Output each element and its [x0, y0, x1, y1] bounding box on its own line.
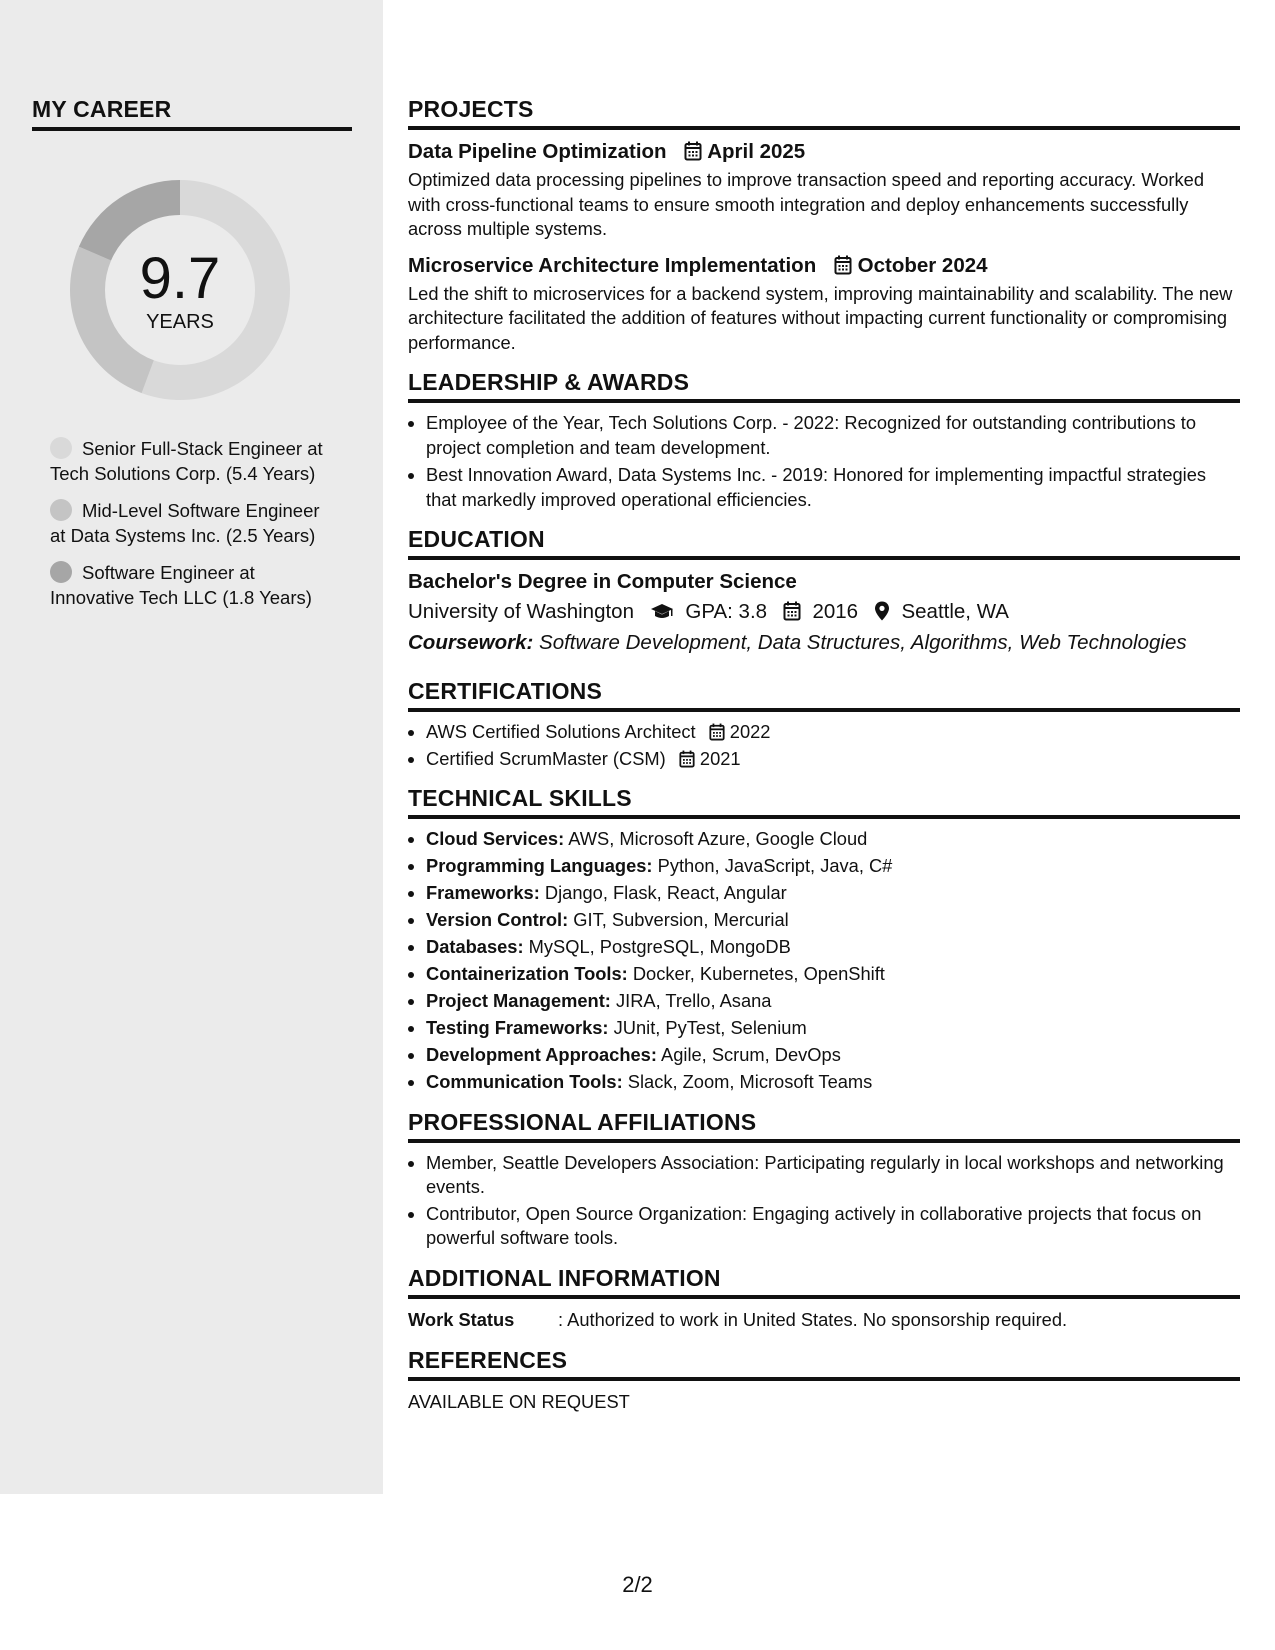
skill-label: Cloud Services:: [426, 828, 565, 849]
list-item: • Employee of the Year, Tech Solutions Corp. - 2022: Recognized for outstanding contributions to project completion and team development.: [426, 411, 1240, 460]
project-name: Microservice Architecture Implementation: [408, 253, 817, 277]
degree: Bachelor's Degree in Computer Science: [408, 570, 797, 593]
skill-label: Containerization Tools:: [426, 963, 628, 984]
section-title: LEADERSHIP & AWARDS: [408, 369, 1240, 403]
affiliations-list: [408, 1151, 1240, 1251]
skill-label: Development Approaches:: [426, 1044, 657, 1065]
list-item: [426, 1043, 1240, 1068]
skill-label: Programming Languages:: [426, 855, 653, 876]
certification-name: Certified ScrumMaster (CSM): [426, 747, 666, 769]
section-title: TECHNICAL SKILLS: [408, 785, 1240, 819]
location-pin-icon: [874, 601, 890, 621]
skill-label: Communication Tools:: [426, 1071, 623, 1092]
work-status-value: : Authorized to work in United States. No sponsorship required.: [558, 1308, 1068, 1330]
coursework-list: Software Development, Data Structures, Algorithms, Web Technologies: [539, 631, 1187, 654]
skill-value: Python, JavaScript, Java, C#: [657, 855, 893, 876]
affiliations-section: [408, 1109, 1240, 1251]
references-text: AVAILABLE ON REQUEST: [408, 1390, 630, 1412]
skill-label: Project Management:: [426, 990, 611, 1011]
list-item: [426, 962, 1240, 987]
graduation-cap-icon: [650, 603, 674, 621]
skill-value: Agile, Scrum, DevOps: [661, 1044, 841, 1065]
list-item: [426, 908, 1240, 933]
coursework-label: Coursework:: [408, 631, 534, 654]
legend-dot-icon: [50, 499, 72, 521]
career-heading: MY CAREER: [32, 96, 352, 131]
projects-section: [408, 96, 1240, 355]
list-item: [426, 989, 1240, 1014]
skill-value: JUnit, PyTest, Selenium: [613, 1017, 807, 1038]
list-item: [426, 881, 1240, 906]
skill-value: MySQL, PostgreSQL, MongoDB: [528, 936, 791, 957]
skills-list: [408, 827, 1240, 1095]
career-legend: [50, 436, 340, 622]
section-title: EDUCATION: [408, 526, 1240, 560]
list-item: [426, 747, 1240, 772]
certification-year: 2022: [729, 721, 771, 742]
project-description: Optimized data processing pipelines to improve transaction speed and reporting accuracy. Worked with cross-functional teams to ensure smooth integration and deploy enhancements successfully across multiple systems.: [408, 169, 1204, 239]
career-legend-label: Mid-Level Software Engineer at Data Systems Inc. (2.5 Years): [50, 500, 320, 546]
list-item: [426, 935, 1240, 960]
calendar-icon: [679, 750, 695, 768]
list-item: [426, 1070, 1240, 1095]
list-item: • Contributor, Open Source Organization: Engaging actively in collaborative projects that focus on powerful software tools.: [426, 1202, 1240, 1251]
section-title: REFERENCES: [408, 1347, 1240, 1381]
calendar-icon: [834, 255, 852, 275]
career-legend-label: Senior Full-Stack Engineer at Tech Solutions Corp. (5.4 Years): [50, 438, 323, 484]
section-title: PROFESSIONAL AFFILIATIONS: [408, 1109, 1240, 1143]
certifications-list: [408, 720, 1240, 771]
list-item: [426, 720, 1240, 745]
skill-value: Django, Flask, React, Angular: [544, 882, 787, 903]
additional-section: [408, 1265, 1240, 1333]
work-status-label: Work Status: [408, 1308, 515, 1330]
school-name: University of Washington: [408, 600, 634, 623]
career-legend-item: [50, 560, 340, 610]
education-section: [408, 526, 1240, 658]
list-item: [426, 827, 1240, 852]
certification-year: 2021: [699, 747, 741, 769]
list-item: [426, 1016, 1240, 1041]
career-total: [66, 176, 294, 404]
skill-label: Testing Frameworks:: [426, 1017, 609, 1038]
skill-value: Slack, Zoom, Microsoft Teams: [627, 1071, 873, 1092]
project-date: April 2025: [707, 140, 806, 163]
section-title: CERTIFICATIONS: [408, 678, 1240, 712]
calendar-icon: [783, 601, 801, 621]
certification-name: AWS Certified Solutions Architect: [426, 721, 696, 742]
career-legend-item: [50, 436, 340, 486]
career-total-value: 9.7: [139, 246, 221, 311]
project-date: October 2024: [857, 253, 988, 277]
project-description: Led the shift to microservices for a backend system, improving maintainability and scalability. The new architecture facilitated the addition of features without impacting current functionality or compromising performance.: [408, 282, 1233, 353]
list-item: • Best Innovation Award, Data Systems Inc. - 2019: Honored for implementing impactful strategies that markedly improved operational efficiencies.: [426, 463, 1240, 512]
calendar-icon: [709, 723, 725, 741]
skill-label: Version Control:: [426, 909, 569, 930]
legend-dot-icon: [50, 561, 72, 583]
skill-value: AWS, Microsoft Azure, Google Cloud: [568, 828, 868, 849]
graduation-year: 2016: [812, 600, 859, 623]
legend-dot-icon: [50, 437, 72, 459]
career-total-unit: YEARS: [146, 311, 214, 333]
skill-label: Databases:: [426, 936, 524, 957]
list-item: • Member, Seattle Developers Association: Participating regularly in local workshops and networking events.: [426, 1151, 1240, 1200]
list-item: [426, 854, 1240, 879]
skill-value: Docker, Kubernetes, OpenShift: [632, 963, 885, 984]
skill-label: Frameworks:: [426, 882, 540, 903]
skill-value: GIT, Subversion, Mercurial: [573, 909, 789, 930]
leadership-section: [408, 369, 1240, 512]
main-content: [408, 96, 1240, 1429]
location: Seattle, WA: [901, 600, 1009, 623]
career-legend-label: Software Engineer at Innovative Tech LLC (1.8 Years): [50, 562, 312, 608]
education-meta: [408, 596, 1240, 628]
skills-section: [408, 785, 1240, 1095]
project-heading: [408, 252, 1240, 280]
page-number: 2/2: [622, 1572, 653, 1597]
coursework: [408, 628, 1240, 658]
gpa: GPA: 3.8: [685, 600, 768, 623]
references-section: [408, 1347, 1240, 1415]
certifications-section: [408, 678, 1240, 771]
section-title: ADDITIONAL INFORMATION: [408, 1265, 1240, 1299]
section-title: PROJECTS: [408, 96, 1240, 130]
project-heading: [408, 138, 1240, 166]
awards-list: [408, 411, 1240, 512]
project-name: Data Pipeline Optimization: [408, 140, 667, 163]
sidebar: [0, 0, 383, 1494]
skill-value: JIRA, Trello, Asana: [615, 990, 772, 1011]
calendar-icon: [684, 141, 702, 161]
career-legend-item: [50, 498, 340, 548]
work-status-row: [408, 1307, 1240, 1333]
